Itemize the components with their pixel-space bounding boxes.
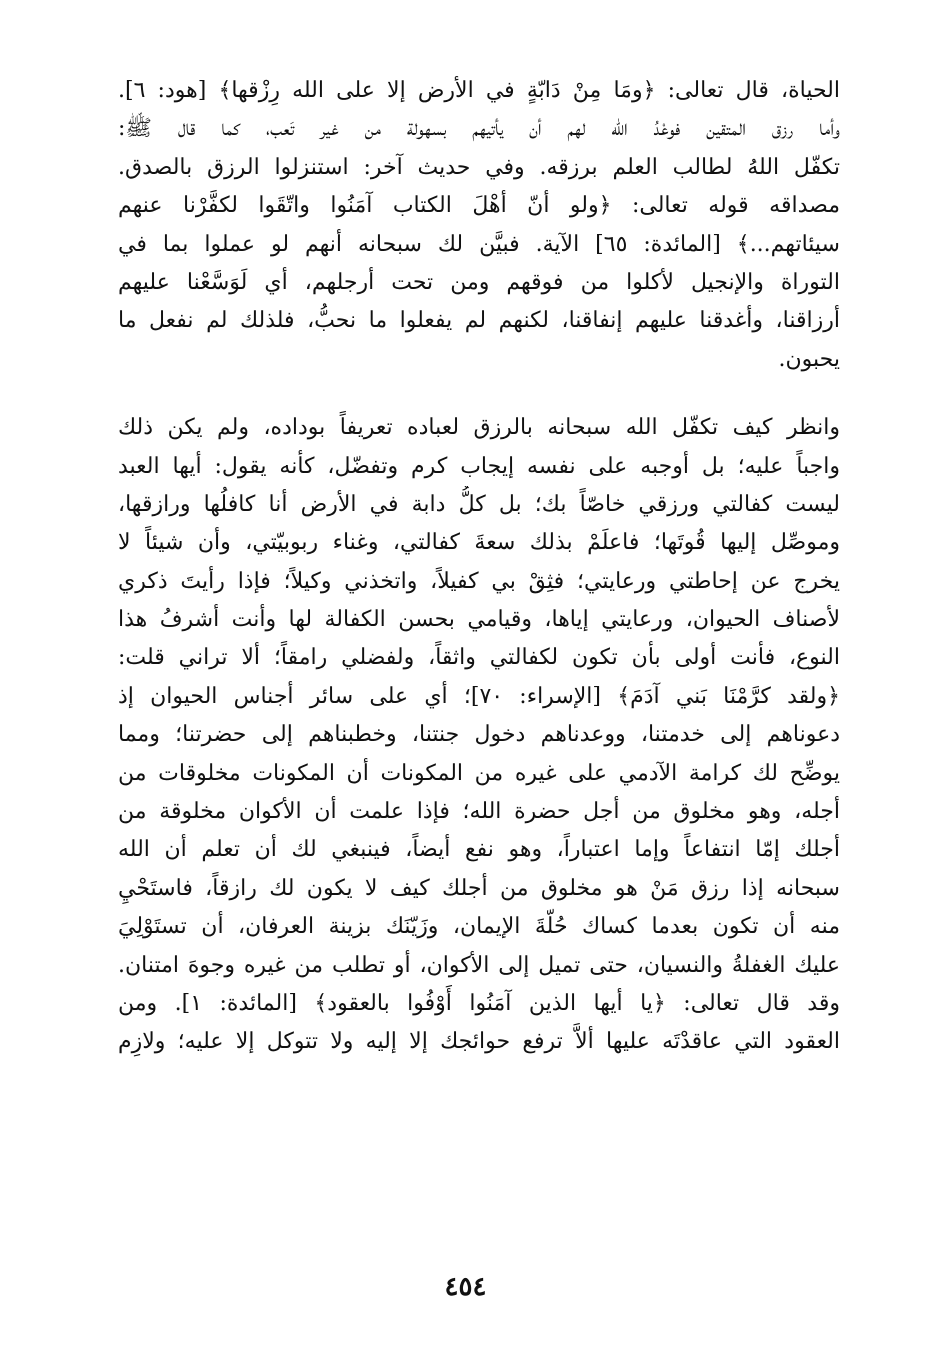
text-line: أرزاقنا، وأغدقنا عليهم إنفاقنا، لكنهم لم يفعلوا ما نحبُّ، فلذلك لم نفعل ما [118,308,840,334]
text-line: يحبون. [778,346,840,372]
text-line: أجله، وهو مخلوق من أجل حضرة الله؛ فإذا علمت أن الأكوان مخلوقة من [118,799,840,825]
text-line: واجباً عليه؛ بل أوجبه على نفسه إيجاب كرم وتفضّل، كأنه يقول: أيها العبد [118,453,840,479]
text-line: تكفّل اللهُ لطالب العلم برزقه. وفي حديث آخر: استنزلوا الرزق بالصدق. [118,154,840,180]
page-body [118,72,840,1062]
text-line: سيئاتهم...﴾ [المائدة: ٦٥] الآية. فبيَّن لك سبحانه أنهم لو عملوا بما في [118,231,840,257]
text-line: التوراة والإنجيل لأكلوا من فوقهم ومن تحت أرجلهم، أي لَوَسَّعْنا عليهم [118,269,840,295]
text-line: ليست كفالتي ورزقي خاصّاً بك؛ بل كلُّ دابة في الأرض أنا كافلُها ورازقها، [118,491,840,517]
text-line: عليك الغفلةُ والنسيان، حتى تميل إلى الأكوان، أو تطلب من غيره وجوهَ امتنان. [118,952,840,978]
paragraph-gap [118,379,840,409]
text-line: وأما رزق المتقين فوعْدُ الله لهم أن يأتيهم بسهولة من غير تَعب، كما قال ﷺ: [118,116,840,142]
text-line: مصداقه قوله تعالى: ﴿ولو أنّ أهْلَ الكتاب آمَنُوا واتّقَوا لكفَّرْنا عنهم [118,193,840,219]
text-line: يوضِّح لك كرامة الآدمي على غيره من المكونات أن المكونات مخلوقات من [118,760,840,786]
paragraph-1 [118,72,840,379]
text-line: النوع، فأنت أولى بأن تكون لكفالتي واثقاً، ولفضلي رامقاً؛ ألا تراني قلت: [118,645,840,671]
text-line: وقد قال تعالى: ﴿يا أيها الذين آمَنُوا أَوْفُوا بالعقود﴾ [المائدة: ١]. ومن [118,990,840,1016]
text-line: دعوناهم إلى خدمتنا، ووعدناهم دخول جنتنا، وخطبناهم إلى حضرتنا؛ ومما [118,722,840,748]
text-line: العقود التي عاقدْتَه عليها ألاَّ ترفع حوائجك إلا إليه ولا تتوكل إلا عليه؛ ولازِم [118,1029,840,1055]
text-line: الحياة، قال تعالى: ﴿ومَا مِنْ دَابّةٍ في الأرض إلا على الله رِزْقها﴾ [هود: ٦]. [118,78,840,103]
text-line: وانظر كيف تكفّل الله سبحانه بالرزق لعباده تعريفاً بوداده، ولم يكن ذلك [118,415,840,441]
text-line: أجلك إمّا انتفاعاً وإما اعتباراً، وهو نفع أيضاً، فينبغي لك أن تعلم أن الله [118,837,840,863]
text-line: وموصِّل إليها قُوتَها؛ فاعلَمْ بذلك سعةَ كفالتي، وغناء ربوبيّتي، وأن شيئاً لا [118,530,840,556]
text-line: منه أن تكون بعدما كساك حُلّةَ الإيمان، وزَيّنَك بزينة العرفان، أن تستَوْلِيَ [118,914,840,940]
text-line: يخرج عن إحاطتي ورعايتي؛ فثِقْ بي كفيلاً، واتخذني وكيلاً؛ فإذا رأيتَ ذكري [118,568,840,594]
page-number: ٤٥٤ [444,1272,487,1302]
text-line: لأصناف الحيوان، ورعايتي إياها، وقيامي بحسن الكفالة لها وأنت أشرفُ هذا [118,607,840,633]
text-line: سبحانه إذا رزق مَنْ هو مخلوق من أجلك كيف لا يكون لك رازقاً، فاستَحْيِ [118,875,840,901]
paragraph-2 [118,409,840,1062]
text-line: ﴿ولقد كرَّمْنَا بَني آدَمَ﴾ [الإسراء: ٧٠]؛ أي على سائر أجناس الحيوان إذ [118,683,840,709]
